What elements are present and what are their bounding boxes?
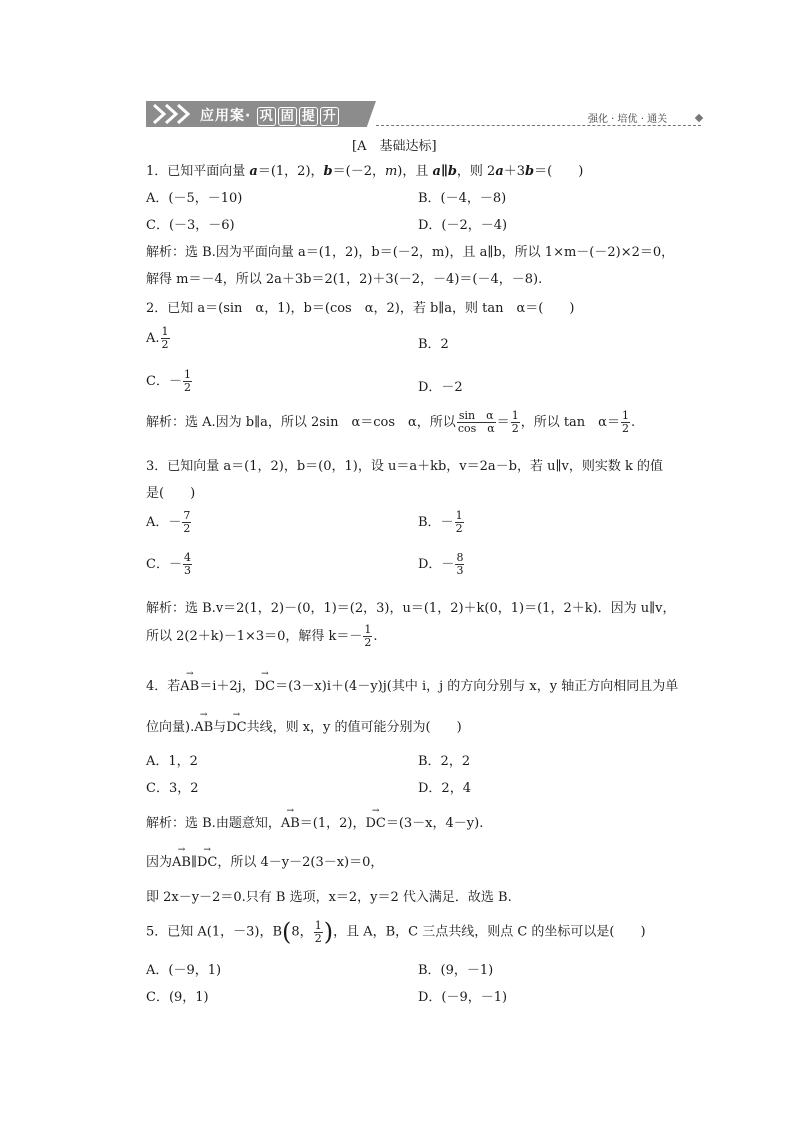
q3-solution-line1: 解析：选 B.v＝2(1，2)－(0，1)＝(2，3)，u＝(1，2)＋k(0，1)＝(1，2＋k)．因为 u∥v， (146, 601, 676, 616)
q2-option-b: B．2 (418, 337, 449, 352)
q4-solution-line2: 因为→ AB∥→ DC，所以 4－y－2(3－x)＝0， (146, 851, 383, 870)
q2-option-c: C．－ $\frac{1}{2}$ (146, 368, 191, 394)
q1-option-c: C．(－3，－6) (146, 218, 235, 233)
q5-stem: 5．已知 A(1，－3)，B(8， $\frac{1}{2}$ )，且 A，B，C 三点共线，则点 C 的坐标可以是( ) (146, 918, 646, 946)
q2-stem: 2．已知 a＝(sin α，1)，b＝(cos α，2)，若 b∥a，则 tan α＝( ) (146, 301, 575, 316)
banner-char-box: 固 (278, 107, 297, 126)
header-tagline: 强化 · 培优 · 通关 (588, 114, 668, 125)
q3-stem-line2: 是( ) (146, 486, 196, 501)
fraction: $\frac{1}{2}$ (161, 325, 169, 351)
fraction: $\frac{7}{2}$ (183, 509, 191, 535)
q3-option-d: D．－ $\frac{8}{3}$ (418, 551, 464, 577)
q3-stem-line1: 3．已知向量 a＝(1，2)，b＝(0，1)，设 u＝a＋kb，v＝2a－b，若 u∥v，则实数 k 的值 (146, 459, 663, 474)
fraction: $\frac{1}{2}$ (621, 409, 629, 435)
fraction: $\frac{\text{sin α}}{\text{cos α}}$ (457, 409, 495, 435)
fraction: $\frac{4}{3}$ (183, 551, 191, 577)
q3-solution-line2: 所以 2(2＋k)－1×3＝0，解得 k＝－ $\frac{1}{2}$ . (146, 623, 378, 649)
chevron-arrows-icon (152, 103, 196, 125)
q2-solution: 解析：选 A.因为 b∥a，所以 2sin α＝cos α，所以 $\frac{\text{sin α}}{\text{cos α}}$ ＝ $\frac{1}{2}$ ，所以 tan α＝ $\frac{1}{2}$ . (146, 409, 636, 435)
section-title: [A 基础达标] (352, 139, 437, 154)
header-divider (376, 125, 701, 126)
banner-title (200, 105, 341, 126)
q4-option-a: A．1，2 (146, 754, 198, 769)
banner-char-box: 提 (299, 107, 318, 126)
banner-dot: · (245, 108, 252, 124)
vector-ab: → AB (194, 720, 213, 735)
fraction: $\frac{1}{2}$ (364, 623, 372, 649)
q1-option-a: A．(－5，－10) (146, 191, 243, 206)
fraction: $\frac{1}{2}$ (183, 368, 191, 394)
q1-stem: 1．已知平面向量 a＝(1，2)，b＝(－2，m)，且 a∥b，则 2a＋3b＝( ) (146, 164, 584, 179)
q4-option-d: D．2，4 (418, 781, 471, 796)
fraction: $\frac{8}{3}$ (456, 551, 464, 577)
q4-option-b: B．2，2 (418, 754, 471, 769)
q4-option-c: C．3，2 (146, 781, 199, 796)
fraction: $\frac{1}{2}$ (511, 409, 519, 435)
q5-option-d: D．(－9，－1) (418, 990, 508, 1005)
q3-option-a: A．－ $\frac{7}{2}$ (146, 509, 191, 535)
vector-dc: → DC (255, 679, 275, 694)
q3-option-b: B．－ $\frac{1}{2}$ (418, 509, 463, 535)
banner-char-box: 巩 (257, 107, 276, 126)
q1-solution-line1: 解析：选 B.因为平面向量 a＝(1，2)，b＝(－2，m)，且 a∥b，所以 1×m－(－2)×2＝0， (146, 245, 675, 260)
q4-stem-line2: 位向量).→ AB与→ DC共线，则 x，y 的值可能分别为( ) (146, 716, 462, 735)
vector-ab: → AB (172, 855, 191, 870)
q1-option-d: D．(－2，－4) (418, 218, 508, 233)
q4-stem-line1: 4．若→ AB＝i＋2j，→ DC＝(3－x)i＋(4－y)j(其中 i，j 的方向分别与 x，y 轴正方向相同且为单 (146, 675, 678, 694)
q2-option-d: D．－2 (418, 380, 463, 395)
q4-solution-line3: 即 2x－y－2＝0.只有 B 选项，x＝2，y＝2 代入满足．故选 B. (146, 890, 512, 905)
q1-option-b: B．(－4，－8) (418, 191, 507, 206)
vector-dc: → DC (365, 816, 385, 831)
banner-left-text: 应用案 (200, 108, 245, 124)
header-banner (146, 101, 376, 127)
q5-option-c: C．(9，1) (146, 990, 209, 1005)
q5-option-b: B．(9，－1) (418, 963, 494, 978)
vector-dc: → DC (226, 720, 246, 735)
diamond-icon (695, 114, 703, 122)
q4-solution-line1: 解析：选 B.由题意知，→ AB＝(1，2)，→ DC＝(3－x，4－y). (146, 812, 483, 831)
fraction: $\frac{1}{2}$ (314, 918, 322, 945)
q1-solution-line2: 解得 m＝－4，所以 2a＋3b＝2(1，2)＋3(－2，－4)＝(－4，－8). (146, 272, 543, 287)
vector-ab: → AB (180, 679, 199, 694)
q5-option-a: A．(－9，1) (146, 963, 222, 978)
q3-option-c: C．－ $\frac{4}{3}$ (146, 551, 191, 577)
banner-char-box: 升 (320, 107, 339, 126)
q2-option-a: A. $\frac{1}{2}$ (146, 325, 169, 351)
vector-dc: → DC (197, 855, 217, 870)
vector-ab: → AB (281, 816, 300, 831)
fraction: $\frac{1}{2}$ (455, 509, 463, 535)
